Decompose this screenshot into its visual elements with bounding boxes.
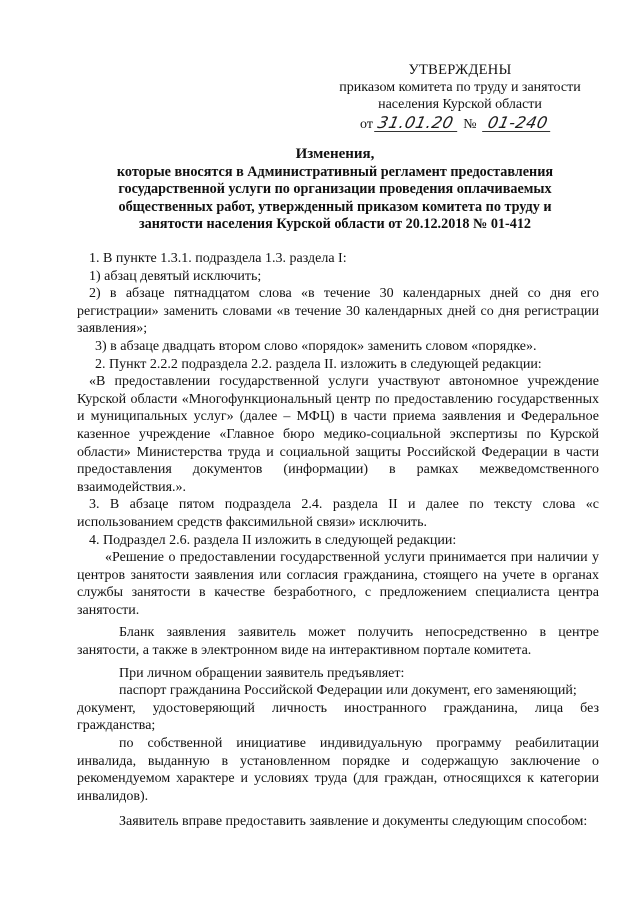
paragraph-5: 2. Пункт 2.2.2 подраздела 2.2. раздела II. изложить в следующей редакции: (95, 356, 542, 372)
date-prefix: от (360, 117, 373, 132)
title-line-4: общественных работ, утвержденный приказом комитета по труду и (118, 198, 552, 215)
paragraph-12: паспорт гражданина Российской Федерации или документ, его заменяющий; (119, 683, 577, 699)
approval-order-line: приказом комитета по труду и занятости (339, 80, 581, 95)
paragraph-3: 2) в абзаце пятнадцатом слова «в течение 30 календарных дней со дня его регистрации» заменить словами «в течение 30 календарных дней со дня регистрации заявления»; (77, 286, 599, 337)
document-title (70, 146, 600, 234)
approval-date-row (360, 114, 610, 133)
paragraph-2: 1) абзац девятый исключить; (89, 268, 262, 284)
approval-block (310, 62, 610, 133)
title-line-3: государственной услуги по организации проведения оплачиваемых (118, 181, 552, 197)
title-line-2: которые вносятся в Административный регламент предоставления (116, 163, 554, 180)
handwritten-date: 31.01.20 (375, 114, 462, 132)
handwritten-number: 01-240 (482, 114, 553, 132)
paragraph-6: «В предоставлении государственной услуги участвуют автономное учреждение Курской области «Многофункциональный центр по предоставлению государственных и муниципальных услуг» (далее – МФЦ) в части приема заявления и Федеральное казенное учреждение «Главное бюро медико-социальной экспертизы по Курской области» Министерства труда и социальной защиты Российской Федерации в части предоставления документов (информации) в рамках межведомственного взаимодействия.». (77, 374, 599, 495)
paragraph-13: документ, удостоверяющий личность иностранного гражданина, лица без гражданства; (77, 700, 599, 734)
paragraph-1: 1. В пункте 1.3.1. подраздела 1.3. раздела I: (89, 251, 347, 266)
approval-heading: УТВЕРЖДЕНЫ (408, 62, 512, 78)
title-line-1: Изменения, (295, 146, 375, 162)
title-line-5: занятости населения Курской области от 20.12.2018 № 01-412 (138, 216, 532, 232)
paragraph-15: Заявитель вправе предоставить заявление и документы следующим способом: (119, 814, 588, 830)
paragraph-9: «Решение о предоставлении государственной услуги принимается при наличии у центров занятости заявления или согласия гражданина, стоящего на учете в органах службы занятости в качестве безработного, с предложением специалиста центра занятости. (77, 550, 599, 618)
approval-region-line: населения Курской области (378, 97, 542, 112)
paragraph-14: по собственной инициативе индивидуальную программу реабилитации инвалида, выданную в установленном порядке и содержащую заключение о рекомендуемом характере и условиях труда (для граждан, относящихся к категории инвалидов). (77, 736, 599, 804)
paragraph-10: Бланк заявления заявитель может получить непосредственно в центре занятости, а также в электронном виде на интерактивном портале комитета. (77, 625, 599, 659)
paragraph-7: 3. В абзаце пятом подраздела 2.4. раздела II и далее по тексту слова «с использованием средств факсимильной связи» исключить. (77, 497, 599, 530)
paragraph-8: 4. Подраздел 2.6. раздела II изложить в следующей редакции: (89, 532, 457, 548)
document-body (77, 250, 599, 831)
number-prefix: № (463, 117, 477, 132)
paragraph-11: При личном обращении заявитель предъявляет: (119, 665, 405, 681)
paragraph-4: 3) в абзаце двадцать втором слово «порядок» заменить словом «порядке». (95, 338, 537, 354)
